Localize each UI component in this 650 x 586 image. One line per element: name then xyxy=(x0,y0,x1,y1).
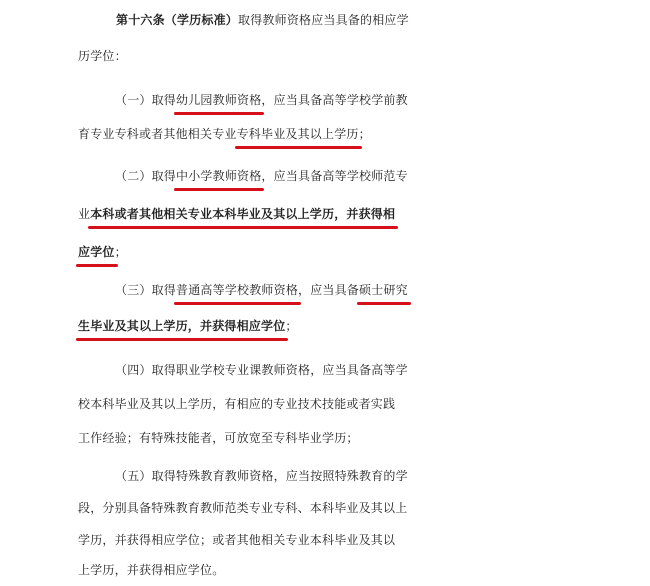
item-4-line2 xyxy=(78,388,650,420)
item-4-text: （四）取得职业学校专业课教师资格，应当具备高等学 xyxy=(115,363,408,377)
item-4-text-line3: 工作经验；有特殊技能者，可放宽至专科毕业学历； xyxy=(78,431,359,445)
item-3-text: （三）取得 xyxy=(115,283,177,297)
item-1-line2 xyxy=(78,118,650,150)
item-2-highlight-text-3: 应学位 xyxy=(78,245,115,259)
item-3-highlight-qualification xyxy=(176,274,298,306)
red-underline xyxy=(174,112,264,115)
item-1-highlight-text-2: 专科毕业及其以上学历 xyxy=(236,127,359,141)
item-2-punct: ； xyxy=(114,245,127,259)
item-2-text-line2: 业 xyxy=(78,207,91,221)
item-1-line1 xyxy=(115,84,650,116)
article-intro-line1 xyxy=(116,4,650,36)
item-4-line3 xyxy=(78,422,650,454)
item-5-text-line2: 段，分别具备特殊教育教师范类专业专科、本科毕业及其以上 xyxy=(78,501,408,515)
item-1-text-line2: 育专业专科或者其他相关专业 xyxy=(78,127,237,141)
item-2-line2 xyxy=(78,198,650,230)
item-5-line4 xyxy=(78,554,650,586)
red-underline xyxy=(357,302,411,305)
item-3-text-cont: ，应当具备 xyxy=(298,283,360,297)
article-intro-line2 xyxy=(78,40,650,72)
item-2-highlight-education xyxy=(90,198,395,230)
item-2-text-cont: ，应当具备高等学校师范专 xyxy=(261,169,408,183)
red-underline xyxy=(174,188,264,191)
item-5-line2 xyxy=(78,492,650,524)
item-3-line1 xyxy=(115,274,650,306)
item-5-line3 xyxy=(78,524,650,556)
item-2-highlight-text-2: 本科或者其他相关专业本科毕业及其以上学历，并获得相 xyxy=(90,207,396,221)
item-3-punct: ； xyxy=(285,319,298,333)
item-5-text: （五）取得特殊教育教师资格，应当按照特殊教育的学 xyxy=(115,469,408,483)
article-intro-text-cont: 历学位： xyxy=(78,49,127,63)
item-2-highlight-text: 中小学教师资格 xyxy=(176,169,262,183)
item-1-highlight-education xyxy=(237,118,359,150)
item-2-highlight-qualification xyxy=(176,160,261,192)
red-underline xyxy=(174,302,301,305)
item-3-line2 xyxy=(78,310,650,342)
item-2-highlight-degree xyxy=(78,236,115,268)
item-5-text-line4: 上学历，并获得相应学位。 xyxy=(78,563,225,577)
item-2-line1 xyxy=(115,160,650,192)
red-underline xyxy=(88,226,398,230)
item-3-highlight-degree-level xyxy=(359,274,408,306)
red-underline xyxy=(76,264,118,268)
article-intro-text: 取得教师资格应当具备的相应学 xyxy=(238,13,409,27)
item-1-highlight-text: 幼儿园教师资格 xyxy=(176,93,262,107)
item-2-text: （二）取得 xyxy=(115,169,177,183)
red-underline xyxy=(235,146,362,149)
item-5-text-line3: 学历，并获得相应学位；或者其他相关专业本科毕业及其以 xyxy=(78,533,396,547)
item-3-highlight-text-2: 硕士研究 xyxy=(359,283,408,297)
article-heading: 第十六条（学历标准） xyxy=(116,13,239,27)
item-3-highlight-text-3: 生毕业及其以上学历，并获得相应学位 xyxy=(78,319,286,333)
item-1-punct: ； xyxy=(358,127,371,141)
red-underline xyxy=(76,338,288,342)
item-1-text-cont: ，应当具备高等学校学前教 xyxy=(261,93,408,107)
item-2-line3 xyxy=(78,236,650,268)
item-5-line1 xyxy=(115,460,650,492)
item-4-text-line2: 校本科毕业及其以上学历，有相应的专业技术技能或者实践 xyxy=(78,397,396,411)
item-1-highlight-qualification xyxy=(176,84,261,116)
item-3-highlight-education xyxy=(78,310,285,342)
item-4-line1 xyxy=(115,354,650,386)
item-1-text: （一）取得 xyxy=(115,93,177,107)
item-3-highlight-text: 普通高等学校教师资格 xyxy=(176,283,299,297)
